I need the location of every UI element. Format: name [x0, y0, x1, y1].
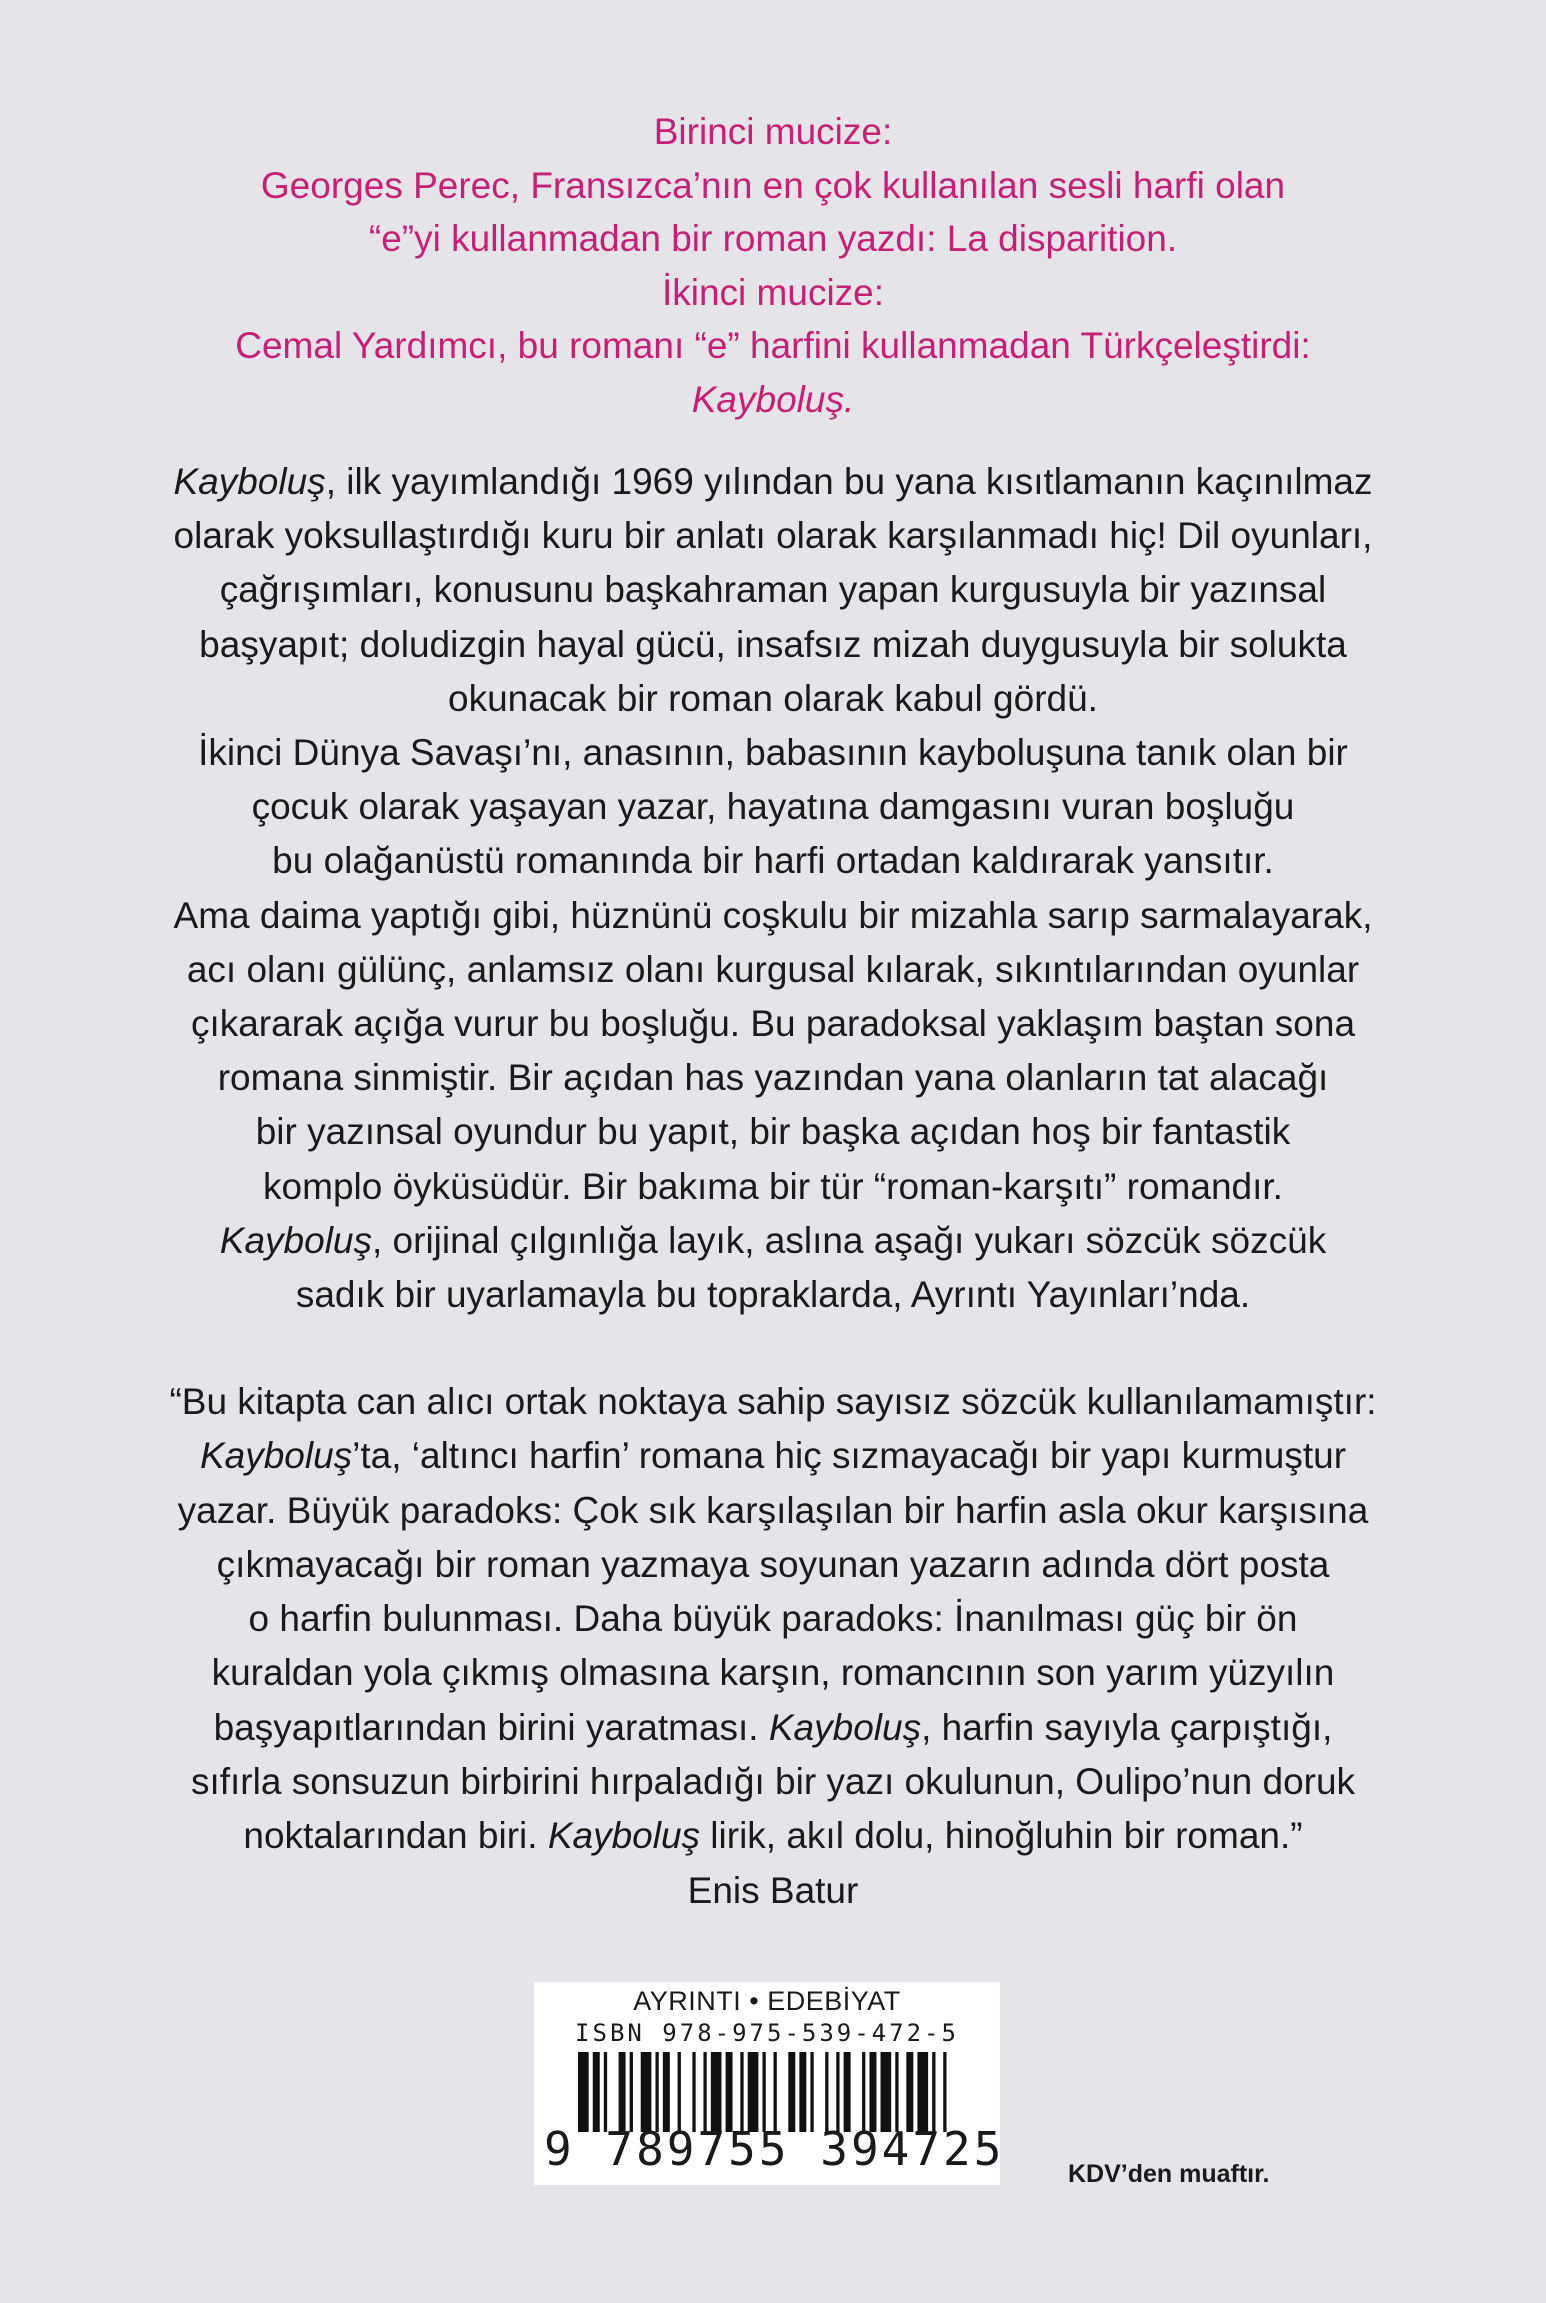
barcode-bar: [578, 2052, 589, 2132]
intro-line-italic: [0, 373, 1546, 427]
quote-line: o harfin bulunması. Daha büyük paradoks: İnanılması güç bir ön: [248, 1598, 1298, 1640]
barcode-bar: [604, 2052, 607, 2132]
description-line: bir yazınsal oyundur bu yapıt, bir başka açıdan hoş bir fantastik: [255, 1111, 1291, 1153]
barcode-bar: [906, 2052, 913, 2132]
description-line: çocuk olarak yaşayan yazar, hayatına damgasını vuran boşluğu: [251, 786, 1295, 828]
book-title-italic: Kayboluş: [768, 1706, 922, 1748]
description-line: olarak yoksullaştırdığı kuru bir anlatı olarak karşılanmadı hiç! Dil oyunları,: [173, 515, 1373, 557]
barcode-bar: [641, 2052, 652, 2132]
book-title-italic: Kayboluş: [173, 461, 326, 502]
book-title-italic: Kayboluş: [199, 1435, 353, 1477]
description-line: romana sinmiştir. Bir açıdan has yazından yana olanların tat alacağı: [217, 1057, 1329, 1099]
barcode-bar: [663, 2052, 670, 2132]
description-line: Ama daima yaptığı gibi, hüznünü coşkulu bir mizahla sarıp sarmalayarak,: [173, 894, 1373, 936]
description-line: İkinci Dünya Savaşı’nı, anasının, babasının kayboluşuna tanık olan bir: [198, 732, 1348, 774]
barcode-bar: [862, 2052, 865, 2132]
quote-text: lirik, akıl dolu, hinoğluhin bir roman.”: [700, 1815, 1303, 1857]
book-title-italic: Kayboluş: [219, 1219, 372, 1261]
quote-text: , harfin sayıyla çarpıştığı,: [921, 1706, 1333, 1748]
quote-text: başyapıtlarından birini yaratması.: [213, 1706, 769, 1748]
intro-line: Birinci mucize:: [653, 111, 893, 152]
barcode-bar: [703, 2052, 706, 2132]
intro-line: Georges Perec, Fransızca’nın en çok kullanılan sesli harfi olan: [260, 164, 1286, 206]
barcode-bar: [655, 2052, 658, 2132]
quote-line: sıfırla sonsuzun birbirini hırpaladığı bir yazı okulunun, Oulipo’nun doruk: [190, 1761, 1356, 1803]
description-block: [0, 455, 1546, 1322]
barcode-bar: [748, 2052, 759, 2132]
description-text: , orijinal çılgınlığa layık, aslına aşağı yukarı sözcük sözcük: [372, 1219, 1327, 1261]
barcode-bar: [774, 2052, 777, 2132]
quote-line: çıkmayacağı bir roman yazmaya soyunan yazarın adında dört posta: [216, 1543, 1330, 1585]
tax-note: KDV’den muaftır.: [1068, 2160, 1270, 2188]
quote-text: ’ta, ‘altıncı harfin’ romana hiç sızmayacağı bir yapı kurmuştur: [352, 1435, 1347, 1477]
description-line: başyapıt; doludizgin hayal gücü, insafsız mizah duygusuyla bir solukta: [199, 623, 1347, 665]
barcode-bar: [895, 2052, 898, 2132]
barcode-bar: [869, 2052, 876, 2132]
quote-line: yazar. Büyük paradoks: Çok sık karşılaşılan bir harfin asla okur karşısına: [177, 1489, 1369, 1531]
description-line: komplo öyküsüdür. Bir bakıma bir tür “roman-karşıtı” romandır.: [263, 1165, 1283, 1207]
barcode-bar: [844, 2052, 851, 2132]
barcode-bar: [836, 2052, 839, 2132]
barcode-bar: [881, 2052, 892, 2132]
quote-block: [0, 1375, 1546, 1918]
barcode-panel: [534, 1982, 1005, 2185]
description-line: acı olanı gülünç, anlamsız olanı kurgusal kılarak, sıkıntılarından oyunlar: [186, 948, 1360, 990]
quote-line: [0, 1701, 1546, 1755]
barcode-bar: [932, 2052, 935, 2132]
intro-line: Cemal Yardımcı, bu romanı “e” harfini kullanmadan Türkçeleştirdi:: [235, 325, 1311, 366]
intro-line: “e”yi kullanmadan bir roman yazdı: La disparition.: [368, 218, 1178, 259]
barcode-bar: [726, 2052, 733, 2132]
description-line: çağrışımları, konusunu başkahraman yapan kurgusuyla bir yazınsal: [219, 569, 1327, 611]
barcode-bar: [799, 2052, 806, 2132]
intro-title-italic: Kayboluş.: [691, 378, 855, 420]
quote-line: kuraldan yola çıkmış olmasına karşın, romancının son yarım yüzyılın: [211, 1652, 1335, 1694]
quote-text: noktalarından biri.: [243, 1815, 548, 1857]
quote-line: [0, 1809, 1546, 1863]
barcode-number: 9 789755 394725: [544, 2122, 1005, 2176]
description-line: sadık bir uyarlamayla bu topraklarda, Ayrıntı Yayınları’nda.: [295, 1274, 1251, 1316]
barcode-bar: [692, 2052, 695, 2132]
description-line: [0, 455, 1546, 509]
intro-block: [0, 105, 1546, 426]
description-line: [0, 1214, 1546, 1268]
intro-line: İkinci mucize:: [661, 271, 885, 313]
isbn-label: ISBN 978-975-539-472-5: [575, 2019, 959, 2047]
barcode-bar: [630, 2052, 633, 2132]
barcode-bar: [593, 2052, 600, 2132]
barcode-bar: [711, 2052, 722, 2132]
series-label: AYRINTI • EDEBİYAT: [633, 1986, 901, 2016]
description-text: , ilk yayımlandığı 1969 yılından bu yana kısıtlamanın kaçınılmaz: [325, 461, 1373, 502]
description-line: okunacak bir roman olarak kabul gördü.: [448, 677, 1098, 719]
quote-line: “Bu kitapta can alıcı ortak noktaya sahip sayısız sözcük kullanılamamıştır:: [169, 1381, 1377, 1422]
description-line: bu olağanüstü romanında bir harfi ortadan kaldırarak yansıtır.: [272, 840, 1274, 882]
barcode-bars: [578, 2052, 958, 2132]
description-line: çıkararak açığa vurur bu boşluğu. Bu paradoksal yaklaşım baştan sona: [190, 1003, 1356, 1045]
quote-line: [0, 1429, 1546, 1483]
quote-author: Enis Batur: [687, 1869, 859, 1911]
barcode-bar: [619, 2052, 626, 2132]
barcode-bar: [825, 2052, 828, 2132]
barcode-bar: [762, 2052, 765, 2132]
barcode-bar: [943, 2052, 946, 2132]
book-title-italic: Kayboluş: [547, 1815, 701, 1857]
barcode-bar: [788, 2052, 795, 2132]
barcode-bar: [917, 2052, 928, 2132]
barcode-bar: [810, 2052, 813, 2132]
barcode-bar: [740, 2052, 743, 2132]
barcode-bar: [678, 2052, 681, 2132]
